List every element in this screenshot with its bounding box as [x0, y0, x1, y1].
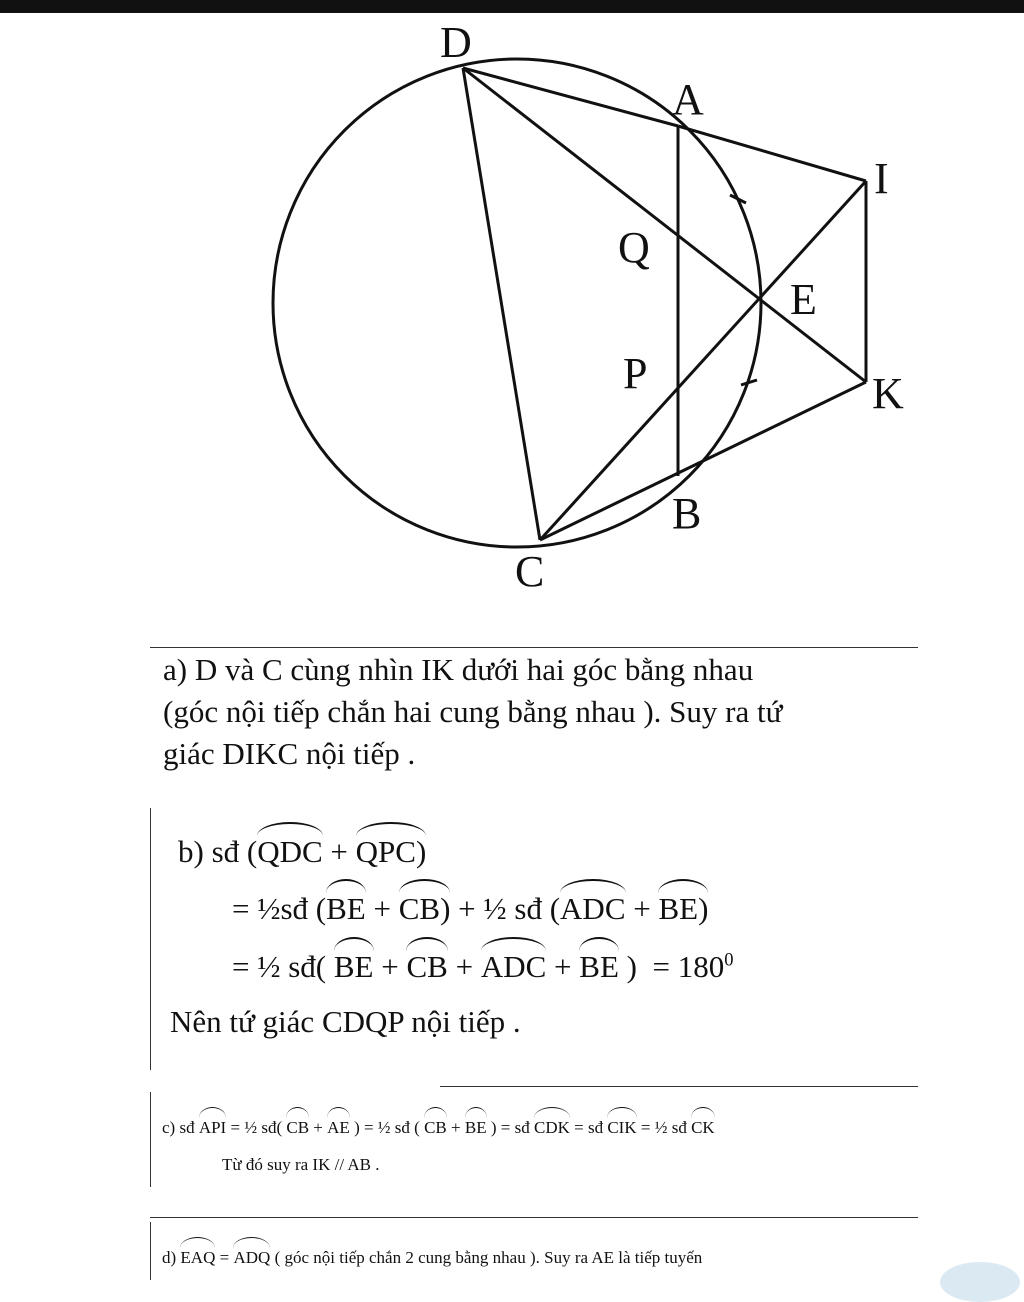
part-b-line3: = ½ sđ( BE + CB + ADC + BE ) = $180^0$: [232, 943, 734, 985]
arc-ADC-3: ADC: [481, 943, 546, 985]
part-c-line1: c) sđ API = ½ sđ( CB + AE ) = ½ sđ ( CB + BE ) = sđ CDK = sđ CIK = ½ sđ CK: [162, 1112, 715, 1138]
arc-BE: BE: [326, 885, 366, 927]
arc-API: API: [199, 1112, 226, 1138]
arc-AE: AE: [327, 1112, 350, 1138]
divider-d: [150, 1217, 918, 1218]
label-E: E: [790, 275, 817, 324]
arc-CIK: CIK: [607, 1112, 636, 1138]
part-a-line3: giác DIKC nội tiếp .: [163, 736, 416, 771]
part-b-line1: b) sđ (QDC + QPC): [178, 828, 426, 870]
segment-CI: [540, 181, 866, 540]
degree-mark: 0: [724, 949, 734, 971]
part-a-line1: a) D và C cùng nhìn IK dưới hai góc bằng nhau: [163, 652, 754, 687]
label-B: B: [672, 489, 702, 538]
segment-AI: [678, 126, 866, 181]
arc-QDC: QDC: [257, 828, 322, 870]
label-D: D: [440, 18, 472, 67]
arc-CB: CB): [399, 885, 451, 927]
geometry-figure: [0, 0, 1024, 640]
arc-CK: CK: [691, 1112, 715, 1138]
divider-a: [150, 647, 918, 648]
part-a-line2: (góc nội tiếp chắn hai cung bằng nhau ). Suy ra tứ: [163, 694, 783, 729]
result-180: = 180: [652, 949, 725, 984]
part-d-line1: d) EAQ = ADQ ( góc nội tiếp chắn 2 cung bằng nhau ). Suy ra AE là tiếp tuyến: [162, 1242, 702, 1268]
arc-CDK: CDK: [534, 1112, 570, 1138]
arc-CB-c2: CB: [424, 1112, 447, 1138]
label-P: P: [623, 349, 648, 398]
arc-ADC: ADC: [560, 885, 625, 927]
label-I: I: [874, 154, 889, 203]
part-b-conclusion: Nên tứ giác CDQP nội tiếp .: [170, 1004, 521, 1039]
segment-DC: [463, 68, 540, 540]
segment-DK: [463, 68, 866, 382]
segment-CK: [540, 382, 866, 540]
arc-BE-2: BE): [658, 885, 708, 927]
label-A: A: [672, 75, 704, 124]
arc-QPC: QPC): [356, 828, 427, 870]
arc-BE-3: BE: [334, 943, 374, 985]
arc-BE-c: BE: [465, 1112, 487, 1138]
divider-c: [440, 1086, 918, 1087]
part-b-line2: = ½sđ (BE + CB) + ½ sđ (ADC + BE): [232, 885, 708, 927]
label-Q: Q: [618, 223, 650, 272]
part-c-conclusion: Từ đó suy ra IK // AB .: [222, 1155, 380, 1174]
arc-EAQ: EAQ: [180, 1242, 215, 1268]
arc-ADQ: ADQ: [233, 1242, 270, 1268]
arc-BE-4: BE: [579, 943, 619, 985]
divider-b-left: [150, 808, 151, 1070]
arc-CB-3: CB: [406, 943, 447, 985]
arc-CB-c: CB: [286, 1112, 309, 1138]
divider-d-left: [150, 1222, 151, 1280]
corner-overlay: [940, 1262, 1020, 1302]
label-C: C: [515, 547, 545, 596]
label-K: K: [872, 369, 904, 418]
circle: [273, 59, 761, 547]
divider-c-left: [150, 1092, 151, 1187]
